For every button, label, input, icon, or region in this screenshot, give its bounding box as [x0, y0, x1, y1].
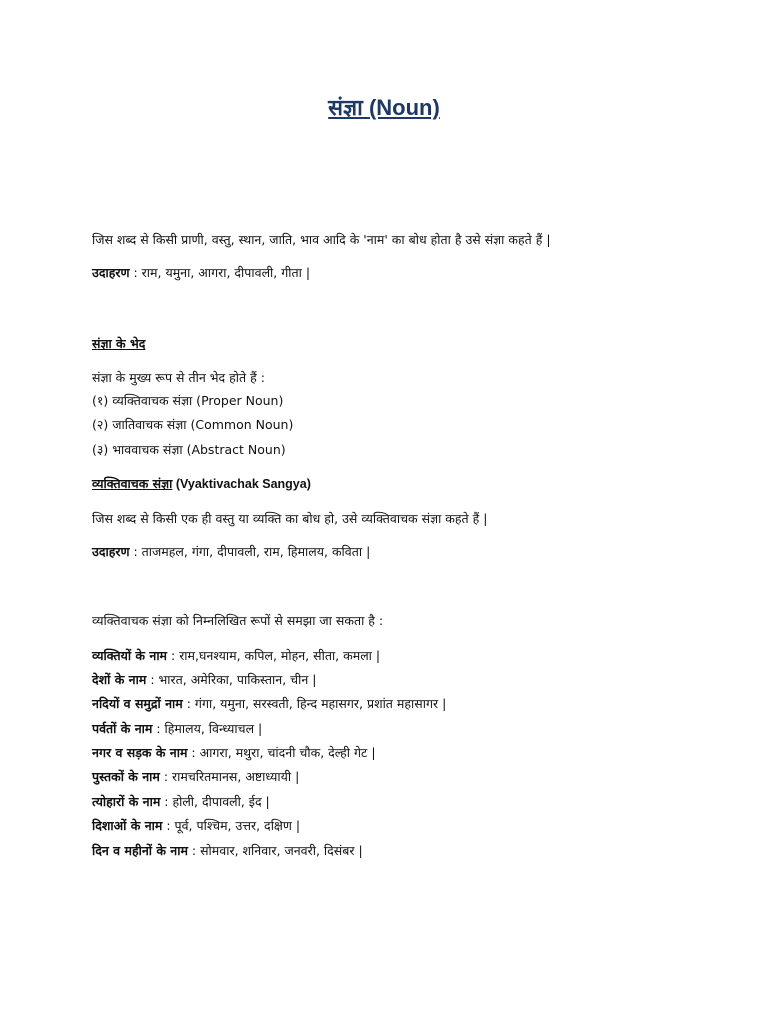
- form-text: : गंगा, यमुना, सरस्वती, हिन्द महासगर, प्रशांत महासागर |: [182, 696, 447, 711]
- form-text: : रामचरितमानस, अष्टाध्यायी |: [159, 769, 300, 784]
- form-label: नगर व सड़क के नाम: [92, 745, 188, 760]
- form-text: : राम,घनश्याम, कपिल, मोहन, सीता, कमला |: [167, 648, 381, 663]
- form-item-cities: [92, 745, 376, 761]
- form-text: : भारत, अमेरिका, पाकिस्तान, चीन |: [146, 672, 317, 687]
- types-intro: संज्ञा के मुख्य रूप से तीन भेद होते हैं :: [92, 370, 265, 385]
- form-label: नदियों व समुद्रों नाम: [92, 696, 183, 711]
- form-item-directions: [92, 818, 300, 834]
- form-item-books: [92, 769, 299, 785]
- form-item-days-months: [92, 843, 363, 859]
- form-item-countries: [92, 672, 316, 688]
- example-line-2: [92, 544, 370, 560]
- form-text: : होली, दीपावली, ईद |: [160, 794, 270, 809]
- form-label: दिशाओं के नाम: [92, 818, 163, 833]
- forms-intro: व्यक्तिवाचक संज्ञा को निम्नलिखित रूपों से समझा जा सकता है :: [92, 613, 384, 628]
- form-text: : आगरा, मथुरा, चांदनी चौक, देल्ही गेट |: [187, 745, 376, 760]
- form-text: : हिमालय, विन्ध्याचल |: [152, 721, 263, 736]
- form-label: व्यक्तियों के नाम: [92, 648, 168, 663]
- form-label: दिन व महीनों के नाम: [92, 843, 188, 858]
- type-item-proper: (१) व्यक्तिवाचक संज्ञा (Proper Noun): [92, 393, 284, 408]
- form-label: पर्वतों के नाम: [92, 721, 153, 736]
- type-item-common: (२) जातिवाचक संज्ञा (Common Noun): [92, 417, 294, 432]
- definition-text: जिस शब्द से किसी प्राणी, वस्तु, स्थान, जाति, भाव आदि के 'नाम' का बोध होता है उसे संज्ञा कहते हैं |: [92, 232, 551, 247]
- proper-heading: [92, 476, 311, 492]
- example-label: उदाहरण: [92, 544, 130, 559]
- page-title: संज्ञा (Noun): [328, 95, 440, 120]
- form-text: : पूर्व, पश्चिम, उत्तर, दक्षिण |: [162, 818, 301, 833]
- example-label: उदाहरण: [92, 265, 130, 280]
- form-label: त्योहारों के नाम: [92, 794, 161, 809]
- form-label: देशों के नाम: [92, 672, 147, 687]
- example-text: : राम, यमुना, आगरा, दीपावली, गीता |: [129, 265, 311, 280]
- form-text: : सोमवार, शनिवार, जनवरी, दिसंबर |: [187, 843, 363, 858]
- types-heading: संज्ञा के भेद: [92, 336, 146, 351]
- proper-heading-english: (Vyaktivachak Sangya): [172, 477, 311, 491]
- example-text: : ताजमहल, गंगा, दीपावली, राम, हिमालय, कविता |: [129, 544, 371, 559]
- form-label: पुस्तकों के नाम: [92, 769, 160, 784]
- proper-definition: जिस शब्द से किसी एक ही वस्तु या व्यक्ति का बोध हो, उसे व्यक्तिवाचक संज्ञा कहते हैं |: [92, 511, 488, 526]
- example-line-1: [92, 265, 310, 281]
- form-item-festivals: [92, 794, 270, 810]
- form-item-mountains: [92, 721, 262, 737]
- form-item-rivers: [92, 696, 446, 712]
- form-item-persons: [92, 648, 380, 664]
- proper-heading-hindi: व्यक्तिवाचक संज्ञा: [92, 476, 173, 491]
- type-item-abstract: (३) भाववाचक संज्ञा (Abstract Noun): [92, 442, 286, 457]
